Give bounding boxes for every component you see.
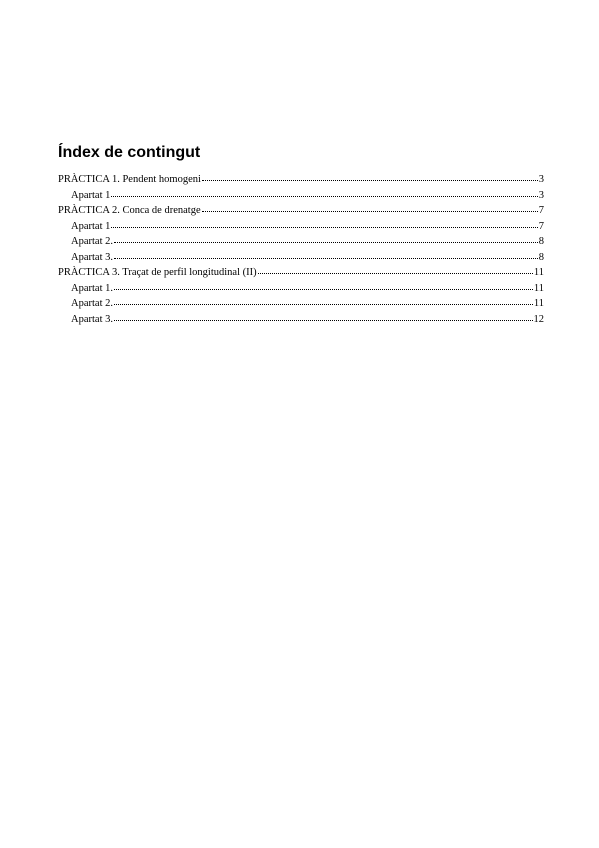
toc-entry-page-number: 11 (533, 267, 544, 278)
toc-entry-chapter[interactable] (58, 264, 544, 280)
toc-entry-page-number: 3 (538, 189, 544, 201)
toc-entry-label: Apartat 1 (71, 220, 111, 232)
toc-entry-section[interactable] (58, 249, 544, 265)
toc-entry-chapter[interactable] (58, 202, 544, 218)
toc-entry-page-number: 8 (538, 236, 544, 247)
toc-entry-label: PRÀCTICA 2. Conca de drenatge (58, 205, 201, 216)
toc-entry-chapter[interactable] (58, 171, 544, 187)
toc-dot-leader (114, 294, 533, 305)
toc-entry-page-number: 11 (533, 298, 544, 309)
toc-entry-page-number: 12 (533, 313, 544, 325)
toc-dot-leader (114, 310, 533, 321)
toc-entry-label: Apartat 2. (71, 236, 113, 247)
toc-dot-leader (114, 232, 538, 243)
toc-entry-label: PRÀCTICA 1. Pendent homogeni (58, 174, 201, 185)
toc-entry-label: Apartat 3. (71, 313, 113, 325)
toc-list (58, 171, 544, 326)
toc-dot-leader (258, 263, 533, 274)
toc-entry-section[interactable] (58, 218, 544, 234)
toc-entry-section[interactable] (58, 295, 544, 311)
toc-entry-label: Apartat 1 (71, 189, 111, 201)
toc-entry-page-number: 8 (538, 251, 544, 263)
toc-dot-leader (114, 279, 533, 290)
toc-entry-page-number: 7 (538, 220, 544, 232)
toc-entry-label: PRÀCTICA 3. Traçat de perfil longitudinal (II) (58, 267, 257, 278)
toc-entry-page-number: 7 (538, 205, 544, 216)
toc-dot-leader (202, 170, 538, 181)
toc-entry-label: Apartat 1. (71, 282, 113, 294)
toc-title: Índex de contingut (58, 144, 201, 161)
toc-dot-leader (202, 201, 538, 212)
toc-entry-section[interactable] (58, 311, 544, 327)
toc-entry-label: Apartat 3. (71, 251, 113, 263)
table-of-contents (58, 143, 544, 326)
toc-entry-section[interactable] (58, 280, 544, 296)
toc-entry-page-number: 3 (538, 174, 544, 185)
toc-entry-section[interactable] (58, 187, 544, 203)
toc-dot-leader (114, 248, 538, 259)
toc-dot-leader (111, 217, 537, 228)
toc-entry-label: Apartat 2. (71, 298, 113, 309)
toc-entry-page-number: 11 (533, 282, 544, 294)
toc-entry-section[interactable] (58, 233, 544, 249)
toc-dot-leader (111, 186, 537, 197)
